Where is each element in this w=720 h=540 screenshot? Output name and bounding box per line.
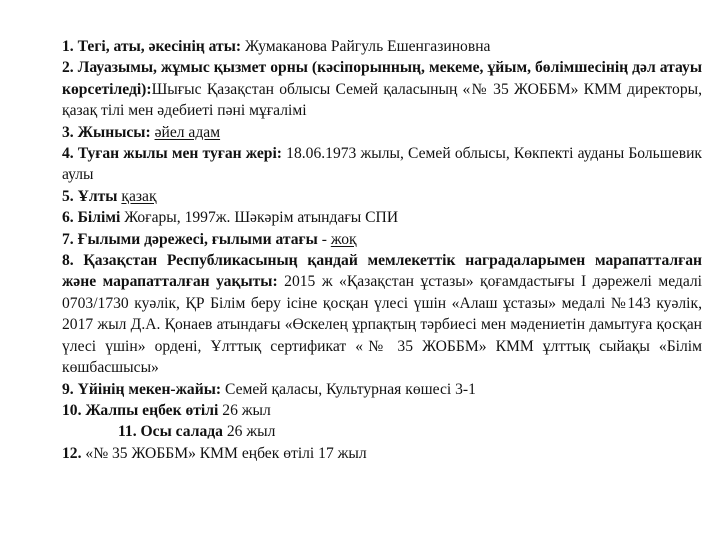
item-value: 2015 ж «Қазақстан ұстазы» қоғамдастығы I дәрежелі медалі 0703/1730 куәлік, ҚР Білім беру ісіне қосқан үлесі үшін «Алаш ұстазы» медалі №143 куәлік, 2017 жыл Д.А. Қонаев атындағы «Өскелең ұрпақтың тәрбиесі мен мәдениетін дамытуға қосқан үлесі үшін» ордені, Ұлттық сертификат «№ 35 ЖОББМ» КММ ұлттық сыйақы «Білім көшбасшысы» [62,273,703,377]
item-label: Тегі, аты, әкесінің аты: [77,38,242,55]
item-label: Ұлты [77,187,118,205]
item-number: 1. [62,38,74,55]
item-value: әйел адам [154,123,221,141]
item-position [62,57,702,121]
item-number: 9. [62,380,74,398]
item-value: жоқ [330,230,357,248]
item-gender [62,122,702,143]
item-number: 12. [62,444,82,462]
item-number: 10. [62,401,82,419]
item-awards [62,250,702,378]
item-value: «№ 35 ЖОББМ» КММ еңбек өтілі 17 жыл [85,444,367,462]
item-label: Білімі [77,209,121,227]
document-page [62,36,702,464]
item-school-experience [62,443,702,464]
item-number: 3. [62,123,74,141]
item-number: 8. [62,252,74,270]
item-number: 11. [118,423,137,441]
item-label: Лауазымы, жұмыс қызмет орны (кәсіпорынның, мекеме, ұйым, бөлімшесінің дәл атауы көрсетіледі): [62,59,702,98]
item-number: 4. [62,145,74,163]
item-full-name [62,36,702,57]
item-label: Қазақстан Республикасының қандай мемлекеттік наградаларымен марапатталған және марапатталған уақыты: [62,252,702,291]
item-address [62,379,702,400]
item-number: 2. [62,59,74,77]
item-education [62,207,702,228]
item-total-experience [62,400,702,421]
item-label: Туған жылы мен туған жері: [77,145,282,163]
item-value: 26 жыл [226,423,276,441]
item-value: Жоғары, 1997ж. Шәкәрім атындағы СПИ [124,209,399,227]
item-value: 18.06.1973 жылы, Семей облысы, Көкпекті ауданы Большевик аулы [62,145,702,184]
item-label: Үйінің мекен-жайы: [77,380,222,398]
item-field-experience [62,421,702,442]
item-value: Шығыс Қазақстан облысы Семей қаласының «№ 35 ЖОББМ» КММ директоры, қазақ тілі мен әдебиеті пәні мұғалімі [62,80,702,120]
item-label: Жалпы еңбек өтілі [85,401,219,419]
item-value: Жумаканова Райгуль Ешенгазиновна [244,38,491,55]
item-label: Осы салада [140,423,223,441]
item-value: қазақ [121,187,157,205]
item-separator: - [321,230,327,248]
item-nationality [62,186,702,207]
item-value: Семей қаласы, Культурная көшесі 3-1 [225,380,476,398]
item-number: 6. [62,209,74,227]
item-degree [62,229,702,250]
item-number: 7. [62,230,74,248]
item-birth [62,143,702,186]
item-value: 26 жыл [222,401,271,419]
item-number: 5. [62,187,74,205]
item-label: Жынысы: [77,123,151,141]
item-label: Ғылыми дәрежесі, ғылыми атағы [77,230,318,248]
